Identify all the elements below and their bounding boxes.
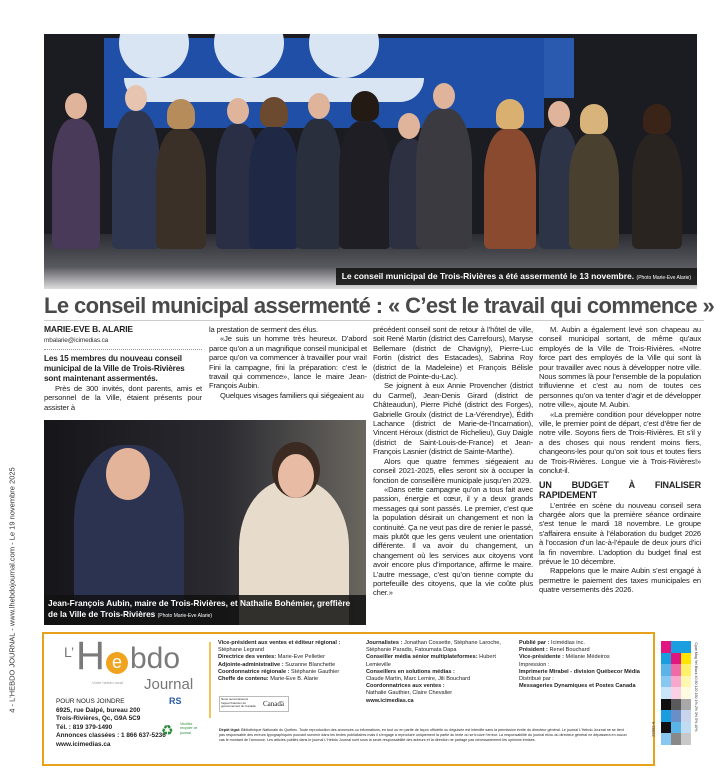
person [416, 109, 472, 249]
color-swatch [671, 641, 681, 653]
person-hair [580, 104, 608, 134]
staff-entry [218, 676, 360, 683]
page-folio-text: 4 - L'HEBDO JOURNAL - www.lhebdojournal.com - Le 19 novembre 2025 [7, 467, 17, 713]
staff-role: Conseillers en solutions médias : [366, 668, 455, 675]
staff-role: Coordonnatrice régionale : [218, 668, 290, 675]
color-swatch [671, 653, 681, 665]
article-column-3 [373, 325, 533, 598]
paragraph: Alors que quatre femmes siégeaient au conseil 2021-2025, elles seront six à occuper la fonction de conseillère municipale jusqu’en 2029. [373, 456, 533, 485]
color-swatch [661, 699, 671, 711]
bottom-photo-caption [44, 595, 366, 625]
paragraph: précédent conseil sont de retour à l’hôtel de ville, soit René Martin (district des Carrefours), Maryse Bellemare (district de Chavigny), Pierre-Luc Fortin (district des Estacades), Sabrina Roy (district de la Madeleine) et François Bélisle (district de Pointe-du-Lac). [373, 325, 533, 382]
paragraph: M. Aubin a également levé son chapeau au conseil municipal sortant, de même qu’aux employés de la Ville de Trois-Rivières. «Notre force part des employés de la Ville qui sont là pour travailler avec nous à développer notre ville. Nous sommes là pour l’ensemble de la population trifluvienne et c’est au nom de toutes ces personnes qu’on va tenter d’agir et de développer notre ville», ajoute M. Aubin. [539, 325, 701, 410]
color-swatch [681, 699, 691, 711]
article-column-2 [209, 325, 367, 400]
contact-title: POUR NOUS JOINDRE [56, 698, 125, 705]
color-swatch [671, 676, 681, 688]
article-subhead: UN BUDGET À FINALISER RAPIDEMENT [539, 479, 701, 500]
staff-role: Adjointe-administrative : [218, 661, 284, 668]
staff-column-1 [218, 640, 360, 683]
top-photo-caption [336, 268, 697, 285]
top-photo [44, 34, 697, 289]
color-swatch [681, 676, 691, 688]
color-swatch [661, 653, 671, 665]
staff-name: Stéphane Legrand [218, 647, 265, 654]
staff-role: Directrice des ventes: [218, 654, 277, 661]
logo-journal: Journal [144, 676, 194, 693]
color-swatch [661, 664, 671, 676]
article-column-4 [539, 325, 701, 595]
person-hair [643, 104, 671, 134]
screen-shape [214, 34, 284, 78]
masthead-divider [209, 642, 211, 718]
paragraph: «La première condition pour développer notre ville, le premier point de départ, c’est d’être fier de notre ville. Soyons fiers de Trois-Rivières. Et s’il y a des choses qui nous rendent moins fiers, changeons-les pour qu’on soit tous et toutes fiers de Trois-Rivières. Longue vie à Trois-Rivières!» conclut-il. [539, 409, 701, 476]
logo-h: H [76, 634, 105, 678]
color-swatch [671, 710, 681, 722]
person [569, 134, 619, 249]
ad-code: 22002-4 [651, 722, 656, 737]
color-swatch [671, 733, 681, 745]
paragraph: Se joignent à eux Annie Provencher (district du Carmel), Jean-Denis Girard (district de Châteaudun), Pierre Piché (district des Forges), Gabrielle Groulx (district de La-Vérendrye), Édith Lachance (district de Marie-de-l’Incarnation), Vincent Héroux (district de Richelieu), Guy Daigle (district de Saint-Louis-de-France) et Jean-François Lasnier (district de Sainte-Marthe). [373, 381, 533, 457]
staff-name: Suzanne Blanchette [285, 661, 336, 668]
staff-name: Stéphanie Gauthier [291, 668, 340, 675]
logo-bdo: bdo [130, 642, 181, 675]
color-swatch [681, 653, 691, 665]
color-swatch [681, 687, 691, 699]
color-swatch [661, 641, 671, 653]
staff-name: Marie-Eve B. Alarie [270, 676, 319, 683]
person-hair [260, 97, 288, 127]
person-hair [496, 99, 524, 129]
paragraph: Près de 300 invités, dont parents, amis et personnel de la Ville, étaient présents pour assister à [44, 383, 202, 412]
staff-name: Hubert Lemieville [366, 654, 496, 668]
staff-name: Marie-Eve Pelletier [277, 654, 325, 661]
caption-text: Jean-François Aubin, maire de Trois-Rivières, et Nathalie Bohémier, greffière de la Ville de Trois-Rivières [48, 598, 351, 619]
legal-text: Bibliothèque Nationale du Québec. Toute reproduction des annonces ou informations, en tout ou en partie de façon officielle ou déguisée est interdite sans la permission écrite du directeur général. Le journal L’Hebdo Journal ne se tient pas responsable des erreurs typographiques pouvant survenir dans les textes publicitaires mais il s’engage à reproduire uniquement la partie du texte où se trouve l’erreur. La responsabilité du journal et/ou du directeur général ne dépassera en aucun cas le montant de l’annonce. Les articles publiés dans le journal L’Hebdo Journal sont sous la seule responsabilité des auteurs et la direction ne partage pas nécessairement les opinions émises. [219, 728, 627, 742]
photo-credit: (Photo Marie-Eve Alarie) [636, 275, 691, 282]
screen-shape [119, 34, 189, 78]
staff-name: Icimédias inc. [551, 640, 585, 646]
recycle-text: Veuillez recycler ce journal [180, 722, 198, 735]
person [296, 119, 342, 249]
color-bar-label [692, 641, 700, 733]
color-swatch [671, 722, 681, 734]
stage-screen-small [544, 38, 574, 98]
canada-wordmark: Canadä [263, 700, 284, 708]
print-color-bar [661, 641, 691, 733]
logo-l: L’ [64, 644, 75, 660]
color-swatch [661, 710, 671, 722]
person [484, 129, 536, 249]
person-head [548, 101, 570, 127]
person [156, 129, 206, 249]
paragraph: L’entrée en scène du nouveau conseil sera chargée alors que la première séance ordinaire s’est tenue le mardi 18 novembre. Le groupe s’affairera ensuite à l’élaboration du budget 2026 à l’occasion d’un lac-à-l’épaule de deux jours d’ici la fin novembre. L’adoption du budget final est prévue le 10 décembre. [539, 500, 701, 566]
staff-column-3 [519, 640, 649, 690]
person-head [398, 113, 420, 139]
staff-role: Impression : [519, 661, 550, 668]
paragraph: «Je suis un homme très heureux. D’abord parce qu’on a un magnifique conseil municipal et parce qu’on va commencer à travailler pour vrai! Fini la campagne, fini la préparation: c’est le travail qui commence», lance le maire Jean-François Aubin. [209, 334, 367, 391]
contact-website[interactable]: www.icimedias.ca [56, 740, 111, 748]
staff-entry [218, 640, 360, 654]
person-head [227, 98, 249, 124]
person-head [278, 454, 314, 498]
person [632, 134, 682, 249]
staff-name: Nathalie Gauthier, Claire Chevalier [366, 690, 453, 697]
staff-entry [366, 698, 514, 705]
staff-role: Cheffe de contenu: [218, 676, 269, 683]
hebdo-journal-logo [64, 634, 194, 694]
color-swatch [661, 687, 671, 699]
canada-funding-notice [219, 696, 289, 712]
bottom-photo [44, 420, 366, 625]
color-swatch [681, 710, 691, 722]
recycle-icon: ♻ [161, 722, 174, 738]
person [249, 127, 299, 249]
canada-notice-text: Nous reconnaissons l’appui financier du gouvernement du Canada [221, 697, 256, 709]
color-swatch [661, 722, 671, 734]
staff-role: Vice-président aux ventes et éditeur régional : [218, 640, 341, 646]
contact-city: Trois-Rivières, Qc, G9A 5C9 [56, 715, 141, 723]
article-lede: Les 15 membres du nouveau conseil municipal de la Ville de Trois-Rivières sont maintenant assermentés. [44, 353, 185, 383]
staff-name: Jonathan Cossette, Stéphane Laroche, Stéphanie Paradis, Fatoumata Dapa [366, 640, 501, 654]
staff-role: Journalistes : [366, 640, 403, 646]
person-hair [351, 91, 379, 121]
page-folio [2, 420, 22, 760]
person [339, 121, 391, 249]
photo-credit: (Photo Marie-Eve Alarie) [157, 613, 213, 619]
screen-shape [309, 34, 379, 78]
staff-entry [366, 640, 514, 654]
article-headline: Le conseil municipal assermenté : « C’est le travail qui commence » [44, 293, 715, 318]
staff-name: Messageries Dynamiques et Postes Canada [519, 683, 636, 690]
headline-divider [44, 320, 704, 321]
person-head [106, 448, 150, 500]
staff-entry [218, 669, 360, 676]
staff-role: www.icimedias.ca [366, 697, 414, 704]
person-head [308, 93, 330, 119]
staff-name: Mélanie Médeiros [565, 654, 610, 661]
color-swatch [681, 733, 691, 745]
person [52, 119, 100, 249]
legal-notice [219, 728, 629, 742]
staff-entry [366, 654, 514, 668]
staff-role: Président : [519, 647, 548, 654]
color-swatch [661, 676, 671, 688]
paragraph: «Dans cette campagne qu’on a tous fait avec passion, énergie et cœur, il y a deux grands messages qui sont passés. Le premier, c’est que la population désirait un changement et non la continuité. Ça ne veut pas dire de renier le passé, mais plutôt que les gens veulent une orientation différente. Il va avoir du changement, un changement où les services aux citoyens vont avoir encore plus d’importance, affirme le maire. L’autre message, c’est qu’on tienne compte du portefeuille des citoyens, que la vie coûte plus cher.» [373, 484, 533, 598]
color-swatch [681, 641, 691, 653]
color-swatch [681, 722, 691, 734]
logo-tagline: Votre hebdo local [92, 680, 123, 685]
color-swatch [661, 733, 671, 745]
logo-e-bubble: e [106, 652, 128, 674]
contact-block [56, 698, 166, 750]
rs-logo: RS [169, 696, 182, 706]
paragraph: Rappelons que le maire Aubin s’est engagé à permettre le paiement des taxes municipales en quatre versements dès 2026. [539, 566, 701, 595]
contact-classifieds: Annonces classées : 1 866 637-5236 [56, 732, 166, 740]
staff-role: Vice-présidente : [519, 654, 564, 661]
staff-entry [218, 662, 360, 669]
paragraph: la prestation de serment des élus. [209, 325, 318, 334]
staff-role: Publié par : [519, 640, 550, 646]
staff-role: Conseiller média sénior multiplateformes: [366, 654, 478, 661]
contact-address: 6925, rue Dalpé, bureau 200 [56, 706, 141, 714]
masthead-box [42, 632, 655, 766]
staff-entry [366, 683, 514, 697]
staff-name: Imprimerie Mirabel - division Québecor Média [519, 668, 640, 675]
author-email[interactable]: mbalarie@icimedias.ca [44, 336, 202, 349]
caption-text: Le conseil municipal de Trois-Rivières a été assermenté le 13 novembre. [341, 271, 635, 282]
byline: MARIE-EVE B. ALARIE [44, 324, 133, 334]
color-swatch [681, 664, 691, 676]
color-bar-text: Cyan Mag Yel Black 40 80 120 150 1% 2% 3% 5% 10% [694, 642, 698, 732]
color-swatch [671, 664, 681, 676]
legal-label: Dépôt légal: [219, 728, 241, 732]
color-swatch [671, 699, 681, 711]
staff-entry [218, 654, 360, 661]
person-head [433, 83, 455, 109]
person-head [125, 85, 147, 111]
person-hair [167, 99, 195, 129]
person-head [65, 93, 87, 119]
staff-role: Coordonnatrices aux ventes : [366, 683, 445, 690]
article-column-1 [44, 325, 202, 412]
staff-role: Distribué par : [519, 676, 554, 683]
staff-column-2 [366, 640, 514, 705]
person [112, 111, 160, 249]
contact-phone: Tél. : 819 379-1490 [56, 723, 113, 731]
paragraph: Quelques visages familiers qui siégeaient au [220, 390, 364, 400]
staff-name: Claude Martin, Marc Lemire, Jili Bouchard [366, 676, 471, 683]
color-swatch [671, 687, 681, 699]
staff-entry [366, 669, 514, 683]
staff-name: Renel Bouchard [549, 647, 590, 654]
